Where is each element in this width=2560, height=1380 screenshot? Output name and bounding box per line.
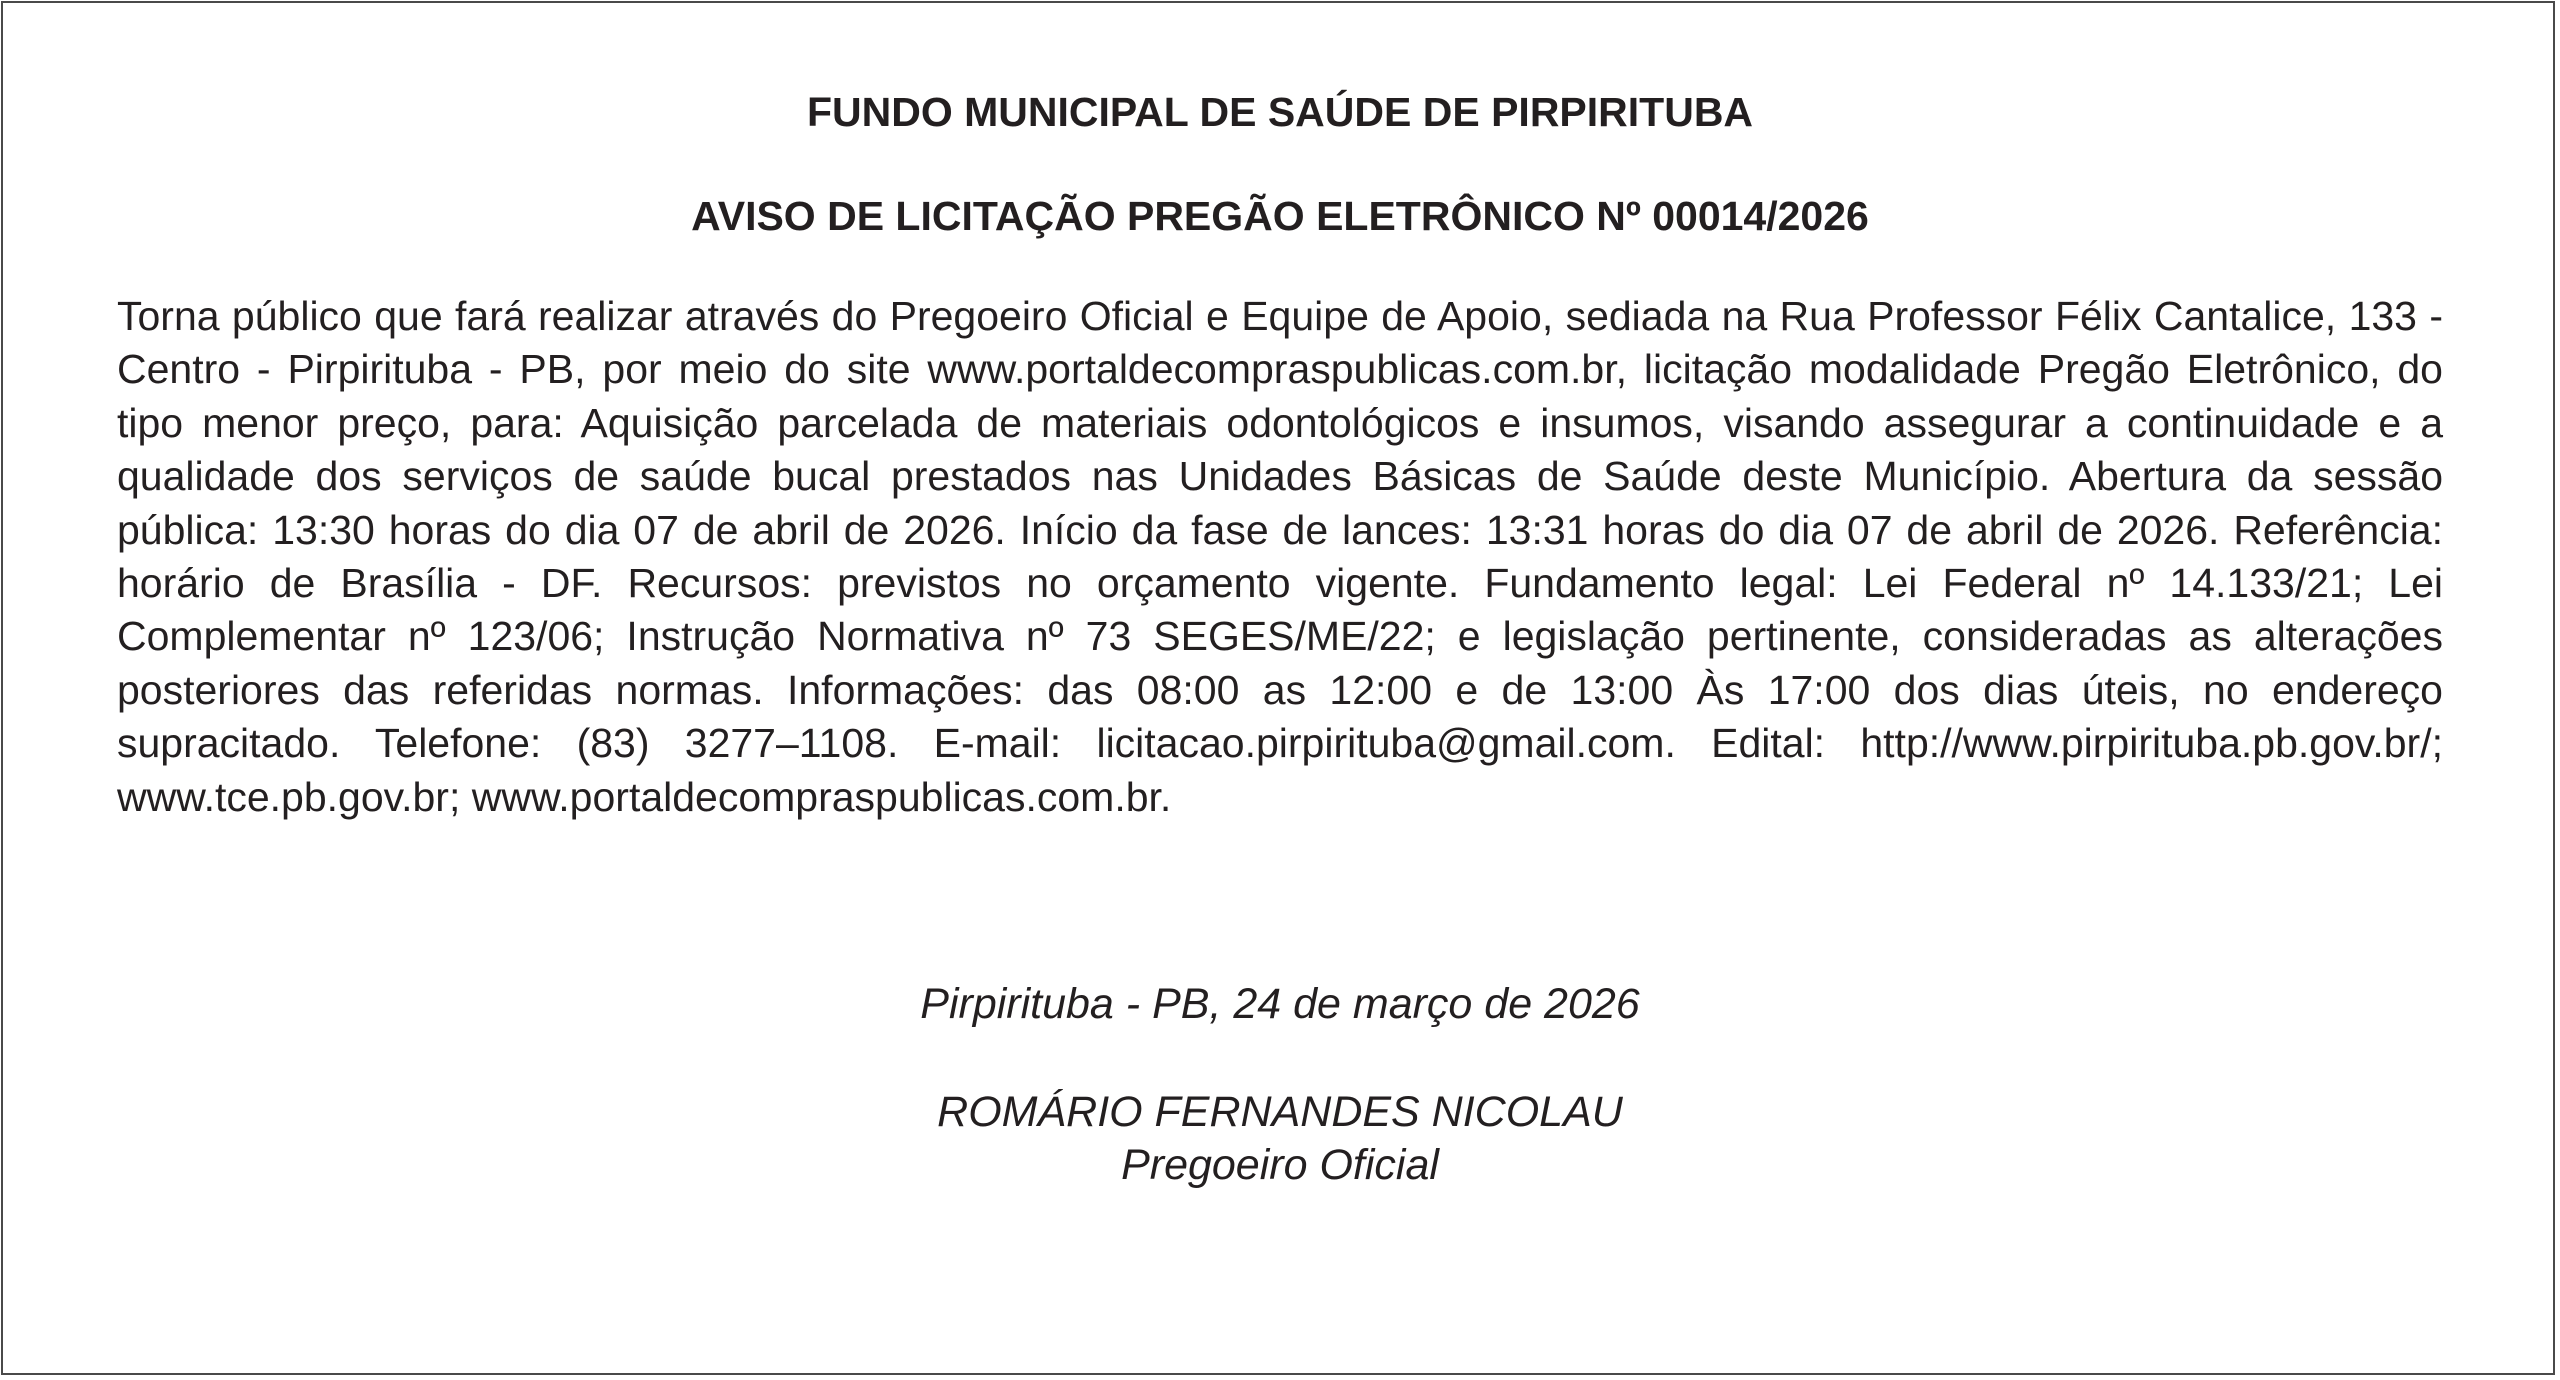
place-date: Pirpirituba - PB, 24 de março de 2026 (920, 980, 1640, 1028)
notice-title: AVISO DE LICITAÇÃO PREGÃO ELETRÔNICO Nº 00014/2026 (691, 193, 1869, 239)
signer-role: Pregoeiro Oficial (1121, 1141, 1439, 1189)
notice-body-paragraph: Torna público que fará realizar através do Pregoeiro Oficial e Equipe de Apoio, sediada na Rua Professor Félix Cantalice, 133 - Centro - Pirpirituba - PB, por meio do site www.portaldecompraspublicas.com.br, licitação modalidade Pregão Eletrônico, do tipo menor preço, para: Aquisição parcelada de materiais odontológicos e insumos, visando assegurar a continuidade e a qualidade dos serviços de saúde bucal prestados nas Unidades Básicas de Saúde deste Município. Abertura da sessão pública: 13:30 horas do dia 07 de abril de 2026. Início da fase de lances: 13:31 horas do dia 07 de abril de 2026. Referência: horário de Brasília - DF. Recursos: previstos no orçamento vigente. Fundamento legal: Lei Federal nº 14.133/21; Lei Complementar nº 123/06; Instrução Normativa nº 73 SEGES/ME/22; e legislação pertinente, consideradas as alterações posteriores das referidas normas. Informações: das 08:00 as 12:00 e de 13:00 Às 17:00 dos dias úteis, no endereço supracitado. Telefone: (83) 3277–1108. E-mail: licitacao.pirpirituba@gmail.com. Edital: http://www.pirpirituba.pb.gov.br/; www.tce.pb.gov.br; www.portaldecompraspublicas.com.br. (117, 293, 2443, 820)
organization-title: FUNDO MUNICIPAL DE SAÚDE DE PIRPIRITUBA (806, 89, 1754, 135)
signer-name: ROMÁRIO FERNANDES NICOLAU (937, 1088, 1623, 1136)
